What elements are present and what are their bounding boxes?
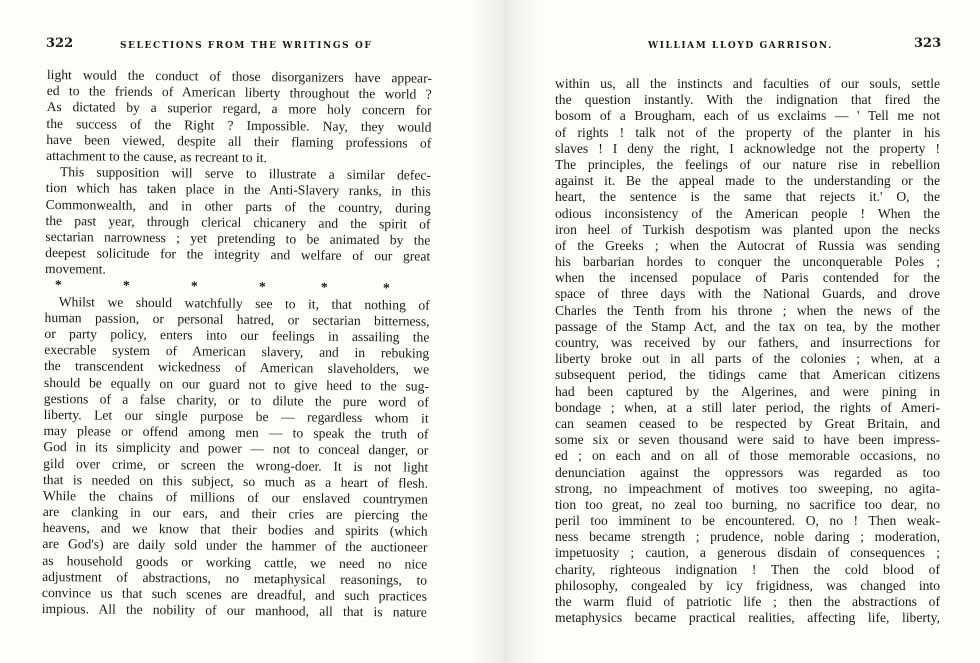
- text-line: Whilst we should watchfully see to it, that nothing of: [58, 293, 430, 313]
- text-line: movement.: [44, 261, 106, 277]
- text-line: odious inconsistency of the American people ! When the: [555, 205, 940, 221]
- text-line: While the chains of millions of our enslaved countrymen: [42, 487, 428, 507]
- text-line: had been captured by the Algerines, and were pining in: [555, 383, 940, 399]
- text-line: country, was received by our fathers, and insurrections for: [555, 335, 940, 350]
- text-line: God in its simplicity and power — not to conceal danger, or: [43, 439, 429, 458]
- text-line: when the incensed populace of Paris contended for the: [555, 270, 940, 286]
- text-line: impetuosity ; caution, a generous disdain of consequences ;: [555, 545, 940, 561]
- text-line: human passion, or personal hatred, or sectarian bitterness,: [44, 309, 430, 329]
- right-running-head: WILLIAM LLOYD GARRISON.: [648, 41, 833, 51]
- text-line: iron heel of Turkish despotism was planted upon the necks: [555, 221, 940, 237]
- text-line: should be equally on our guard not to give heed to the sug-: [43, 374, 430, 394]
- text-line: impious. All the nobility of our manhood, all that is nature: [41, 601, 427, 620]
- text-line: the past year, through clerical chicanery and the spirit of: [45, 212, 431, 232]
- text-line: bosom of a Brougham, each of us exclaims — ' Tell me not: [555, 108, 940, 124]
- text-line: ed to the friends of American liberty throughout the world ?: [46, 83, 432, 102]
- left-page: [0, 0, 470, 663]
- text-line: gestions of a false charity, or to dilute the pure word of: [43, 390, 429, 410]
- text-line: sectarian narrowness ; yet pretending to be animated by the: [45, 228, 431, 248]
- text-line: the transcendent wickedness of American slaveholders, we: [44, 358, 430, 378]
- text-line: The principles, the feelings of our nature rise in rebellion: [555, 156, 940, 172]
- right-page-body: [555, 76, 940, 626]
- right-page: [540, 0, 980, 663]
- text-line: are clanking in our ears, and their cries are piercing the: [42, 504, 428, 523]
- right-page-number: 323: [914, 36, 942, 51]
- text-line: heart, the sentence is the same that rejects it.' O, the: [555, 189, 940, 205]
- text-line: the success of the Right ? Impossible. Nay, they would: [46, 115, 432, 135]
- text-line: are God's) are daily sold under the hammer of the auctioneer: [42, 536, 428, 556]
- section-break-asterisk: *: [320, 280, 328, 296]
- section-break-asterisk: *: [258, 279, 266, 295]
- text-line: denunciation against the oppressors was regarded as too: [555, 464, 940, 480]
- text-line: philosophy, congealed by icy frigidness, was changed into: [555, 577, 940, 593]
- text-line: the question instantly. With the indignation that fired the: [555, 92, 940, 108]
- text-line: as household goods or working cattle, we need no nice: [42, 552, 428, 572]
- text-line: of rights ! talk not of the property of the planter in his: [555, 124, 940, 140]
- left-running-head: SELECTIONS FROM THE WRITINGS OF: [120, 41, 373, 51]
- text-line: space of three days with the National Guards, and drove: [555, 286, 940, 302]
- text-line: Commonwealth, and in other parts of the country, during: [45, 196, 431, 216]
- text-line: execrable system of American slavery, and in rebuking: [44, 342, 430, 361]
- text-line: may please or offend among men — to speak the truth of: [43, 423, 429, 442]
- book-gutter: [470, 0, 540, 663]
- text-line: adjustment of abstractions, no metaphysical reasonings, to: [42, 568, 428, 588]
- text-line: against it. Be the appeal made to the understanding or the: [555, 173, 940, 189]
- text-line: peril too imminent to be encountered. O, no ! Then weak-: [555, 513, 940, 529]
- text-line: ness became strength ; prudence, noble daring ; moderation,: [555, 529, 940, 545]
- text-line: As dictated by a superior regard, a more holy concern for: [46, 99, 432, 119]
- text-line: of the Greeks ; when the Autocrat of Russia was sending: [555, 237, 940, 253]
- text-line: ed ; on each and on all of those memorable occasions, no: [555, 448, 940, 464]
- left-page-body: [42, 67, 432, 621]
- text-line: tion too great, no zeal too burning, no sacrifice too dear, no: [555, 496, 940, 512]
- section-break-asterisk: *: [54, 277, 62, 293]
- text-line: liberty. Let our single purpose be — regardless whom it: [43, 406, 429, 426]
- section-break-asterisk: *: [122, 278, 130, 294]
- section-break-asterisk: *: [382, 280, 390, 296]
- text-line: light would the conduct of those disorganizers have appear-: [46, 67, 432, 86]
- text-line: slaves ! I deny the right, I acknowledge not the property !: [555, 140, 940, 156]
- text-line: heavens, and we know that their bodies and spirits (which: [42, 520, 428, 539]
- text-line: Charles the Tenth from his throne ; when the news of the: [555, 302, 940, 318]
- text-line: the warm fluid of patriotic life ; then the abstractions of: [555, 594, 940, 609]
- text-line: convince us that such scenes are dreadful, and such practices: [41, 584, 428, 604]
- text-line: subsequent period, the tidings came that American citizens: [555, 367, 940, 383]
- text-line: within us, all the instincts and faculties of our souls, settle: [555, 76, 940, 91]
- text-line: his barbarian hordes to conquer the unconquerable Poles ;: [555, 254, 940, 270]
- text-line: can seamen ceased to be respected by Great Britain, and: [555, 415, 940, 431]
- section-break-asterisk: *: [190, 278, 198, 294]
- text-line: attachment to the cause, as recreant to it.: [46, 147, 268, 166]
- text-line: bondage ; when, at a still later period, the rights of Ameri-: [555, 399, 940, 415]
- text-line: deepest solicitude for the integrity and welfare of our great: [45, 245, 431, 264]
- text-line: strong, no impeachment of motives too sweeping, no agita-: [555, 480, 940, 496]
- text-line: have been viewed, despite all their flaming professions of: [46, 131, 432, 151]
- text-line: tion which has taken place in the Anti-Slavery ranks, in this: [45, 180, 431, 200]
- text-line: gild over crime, or screen the wrong-doer. It is not light: [43, 455, 429, 475]
- text-line: or party policy, enters into our feelings in assailing the: [44, 325, 430, 345]
- text-line: metaphysics became practical realities, affecting life, liberty,: [555, 610, 940, 626]
- left-page-number: 322: [46, 36, 74, 51]
- text-line: some six or seven thousand were said to have been impress-: [555, 432, 940, 448]
- text-line: charity, righteous indignation ! Then the cold blood of: [555, 561, 940, 577]
- text-line: liberty broke out in all parts of the colonies ; when, at a: [555, 351, 940, 367]
- text-line: that is needed on this subject, so much as a heart of flesh.: [42, 471, 429, 491]
- text-line: passage of the Stamp Act, and the tax on tea, by the mother: [555, 318, 940, 334]
- text-line: This supposition will serve to illustrate a similar defec-: [59, 164, 432, 183]
